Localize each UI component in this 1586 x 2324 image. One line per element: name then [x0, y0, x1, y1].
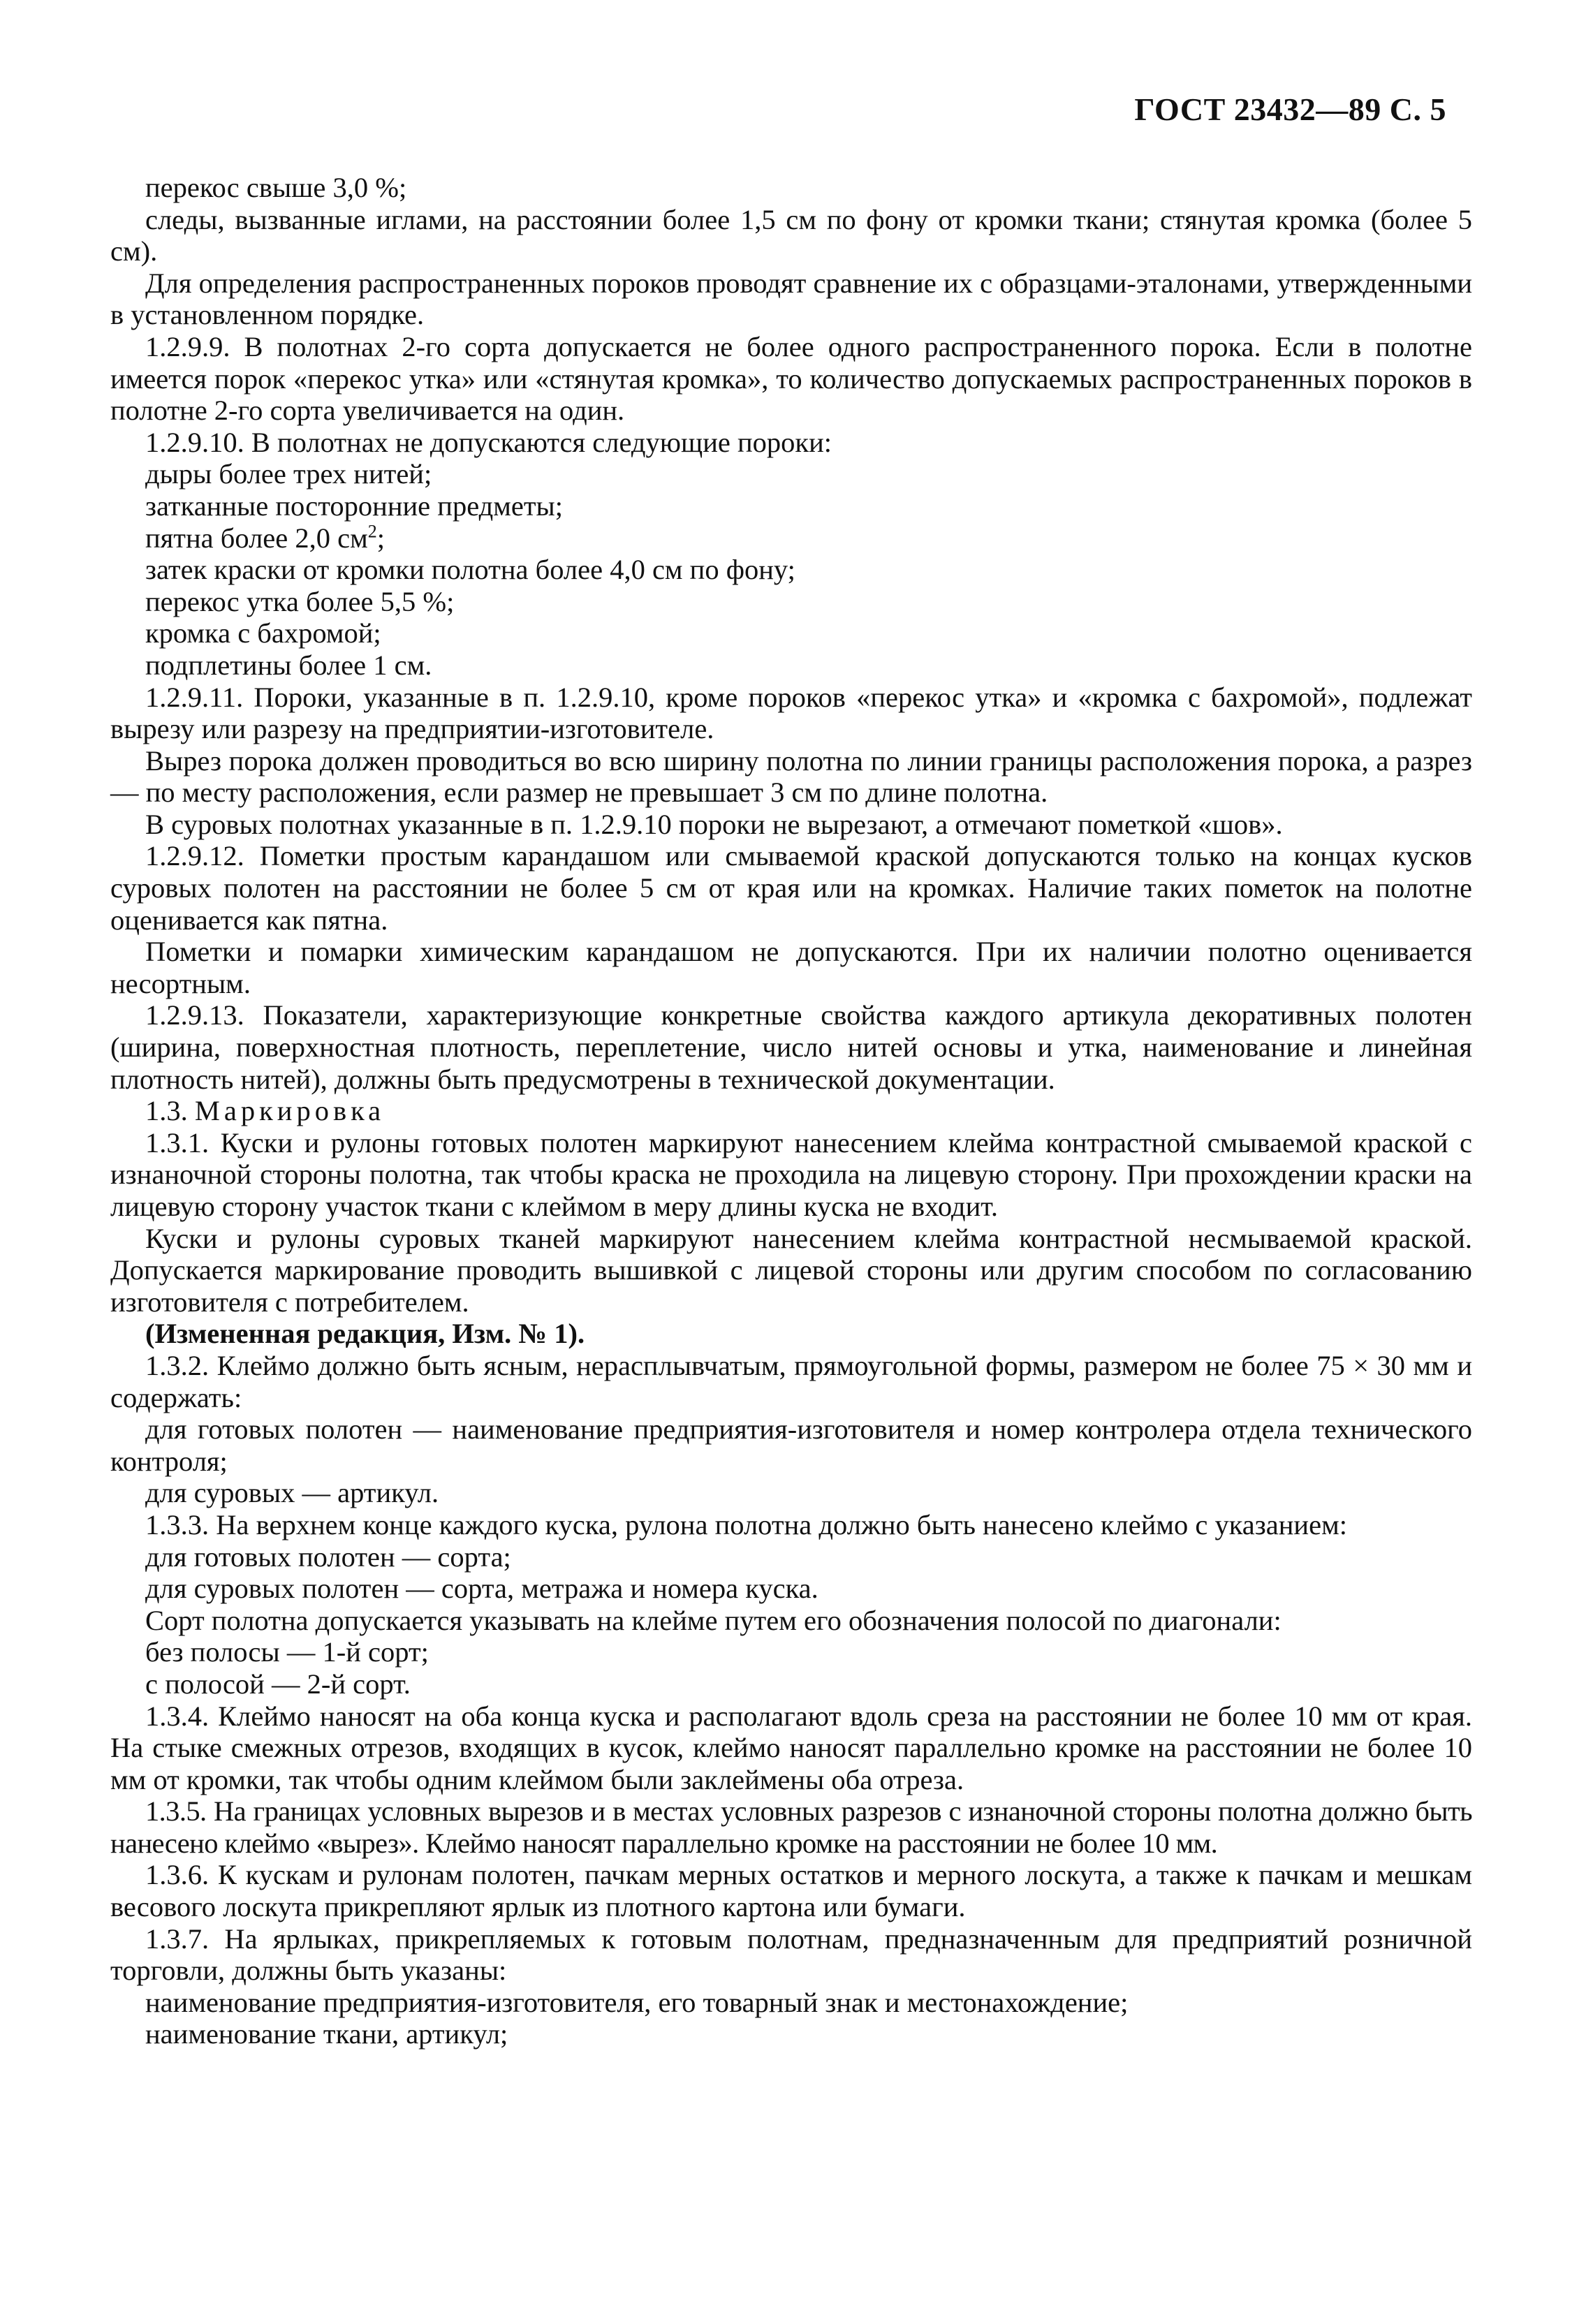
section-number: 1.3.: [145, 1095, 188, 1127]
clause-1-3-6: 1.3.6. К кускам и рулонам полотен, пачкам мерных остатков и мерного лоскута, а также к пачкам и мешкам весового лоскута прикрепляют ярлык из плотного картона или бумаги.: [110, 1859, 1472, 1923]
clause-1-3-7: 1.3.7. На ярлыках, прикрепляемых к готовым полотнам, предназначенным для предприятий розничной торговли, должны быть указаны:: [110, 1922, 1472, 1987]
list-item-text: пятна более 2,0 см: [145, 522, 368, 554]
paragraph: Куски и рулоны суровых тканей маркируют нанесением клейма контрастной несмываемой краской. Допускается маркирование проводить вышивкой с лицевой стороны или другим способом по согласованию изготовителя с потребителем.: [110, 1222, 1472, 1318]
clause-1-3-4: 1.3.4. Клеймо наносят на оба конца куска и располагают вдоль среза на расстоянии не более 10 мм от края. На стыке смежных отрезов, входящих в кусок, клеймо наносят параллельно кромке на расстоянии не более 10 мм от кромки, так чтобы одним клеймом были заклеймены оба отреза.: [110, 1700, 1472, 1795]
list-item: кромка с бахромой;: [145, 617, 381, 649]
clause-1-3-5: 1.3.5. На границах условных вырезов и в местах условных разрезов с изнаночной стороны полотна должно быть нанесено клеймо «вырез». Клеймо наносят параллельно кромке на расстоянии не более 10 мм.: [110, 1795, 1472, 1859]
clause-1-2-9-11: 1.2.9.11. Пороки, указанные в п. 1.2.9.10, кроме пороков «перекос утка» и «кромка с бахромой», подлежат вырезу или разрезу на предприятии-изготовителе.: [110, 681, 1472, 745]
paragraph: следы, вызванные иглами, на расстоянии более 1,5 см по фону от кромки ткани; стянутая кромка (более 5 см).: [110, 203, 1472, 267]
document-body: [110, 172, 1472, 2050]
superscript: 2: [367, 521, 377, 542]
clause-1-3-2: 1.3.2. Клеймо должно быть ясным, нерасплывчатым, прямоугольной формы, размером не более 75 × 30 мм и содержать:: [110, 1349, 1472, 1413]
list-item: с полосой — 2-й сорт.: [145, 1668, 411, 1700]
list-item: для готовых полотен — наименование предприятия-изготовителя и номер контролера отдела технического контроля;: [110, 1413, 1472, 1477]
list-item: дыры более трех нитей;: [145, 458, 432, 490]
amendment-note: (Измененная редакция, Изм. № 1).: [145, 1318, 585, 1350]
list-item: [110, 522, 1472, 554]
list-item: без полосы — 1-й сорт;: [145, 1636, 429, 1668]
paragraph: Пометки и помарки химическим карандашом не допускаются. При их наличии полотно оценивается несортным.: [110, 936, 1472, 999]
section-title: Маркировка: [194, 1095, 386, 1127]
list-item: затканные посторонние предметы;: [145, 490, 564, 522]
clause-1-2-9-12: 1.2.9.12. Пометки простым карандашом или смываемой краской допускаются только на концах кусков суровых полотен на расстоянии не более 5 см от края или на кромках. Наличие таких пометок на полотне оценивается как пятна.: [110, 840, 1472, 936]
page-header: ГОСТ 23432—89 С. 5: [1134, 91, 1446, 127]
list-item-text: ;: [376, 522, 386, 554]
list-item: наименование ткани, артикул;: [145, 2018, 508, 2050]
clause-1-3-3: 1.3.3. На верхнем конце каждого куска, рулона полотна должно быть нанесено клеймо с указанием:: [145, 1508, 1347, 1540]
list-item: перекос утка более 5,5 %;: [145, 585, 455, 617]
clause-1-3-1: 1.3.1. Куски и рулоны готовых полотен маркируют нанесением клейма контрастной смываемой краской с изнаночной стороны полотна, так чтобы краска не проходила на лицевую сторону. При прохождении краски на лицевую сторону участок ткани с клеймом в меру длины куска не входит.: [110, 1126, 1472, 1222]
list-item: затек краски от кромки полотна более 4,0 см по фону;: [145, 554, 795, 586]
clause-1-2-9-10: 1.2.9.10. В полотнах не допускаются следующие пороки:: [145, 426, 832, 458]
section-heading: [110, 1095, 1472, 1127]
list-item: для суровых полотен — сорта, метража и номера куска.: [145, 1573, 818, 1605]
paragraph: Вырез порока должен проводиться во всю ширину полотна по линии границы расположения порока, а разрез — по месту расположения, если размер не превышает 3 см по длине полотна.: [110, 744, 1472, 809]
paragraph: Сорт полотна допускается указывать на клейме путем его обозначения полосой по диагонали:: [145, 1604, 1282, 1636]
clause-1-2-9-13: 1.2.9.13. Показатели, характеризующие конкретные свойства каждого артикула декоративных полотен (ширина, поверхностная плотность, переплетение, число нитей основы и утка, наименование и линейная плотность нитей), должны быть предусмотрены в технической документации.: [110, 999, 1472, 1095]
list-item: наименование предприятия-изготовителя, его товарный знак и местонахождение;: [145, 1986, 1129, 2018]
list-item: подплетины более 1 см.: [145, 649, 432, 681]
list-item: для суровых — артикул.: [145, 1477, 439, 1509]
list-item: перекос свыше 3,0 %;: [145, 172, 407, 203]
paragraph: Для определения распространенных пороков проводят сравнение их с образцами-эталонами, утвержденными в установленном порядке.: [110, 267, 1472, 331]
clause-1-2-9-9: 1.2.9.9. В полотнах 2-го сорта допускается не более одного распространенного порока. Если в полотне имеется порок «перекос утка» или «стянутая кромка», то количество допускаемых распространенных пороков в полотне 2-го сорта увеличивается на один.: [110, 330, 1472, 427]
paragraph: В суровых полотнах указанные в п. 1.2.9.10 пороки не вырезают, а отмечают пометкой «шов».: [145, 808, 1283, 840]
list-item: для готовых полотен — сорта;: [145, 1540, 511, 1573]
